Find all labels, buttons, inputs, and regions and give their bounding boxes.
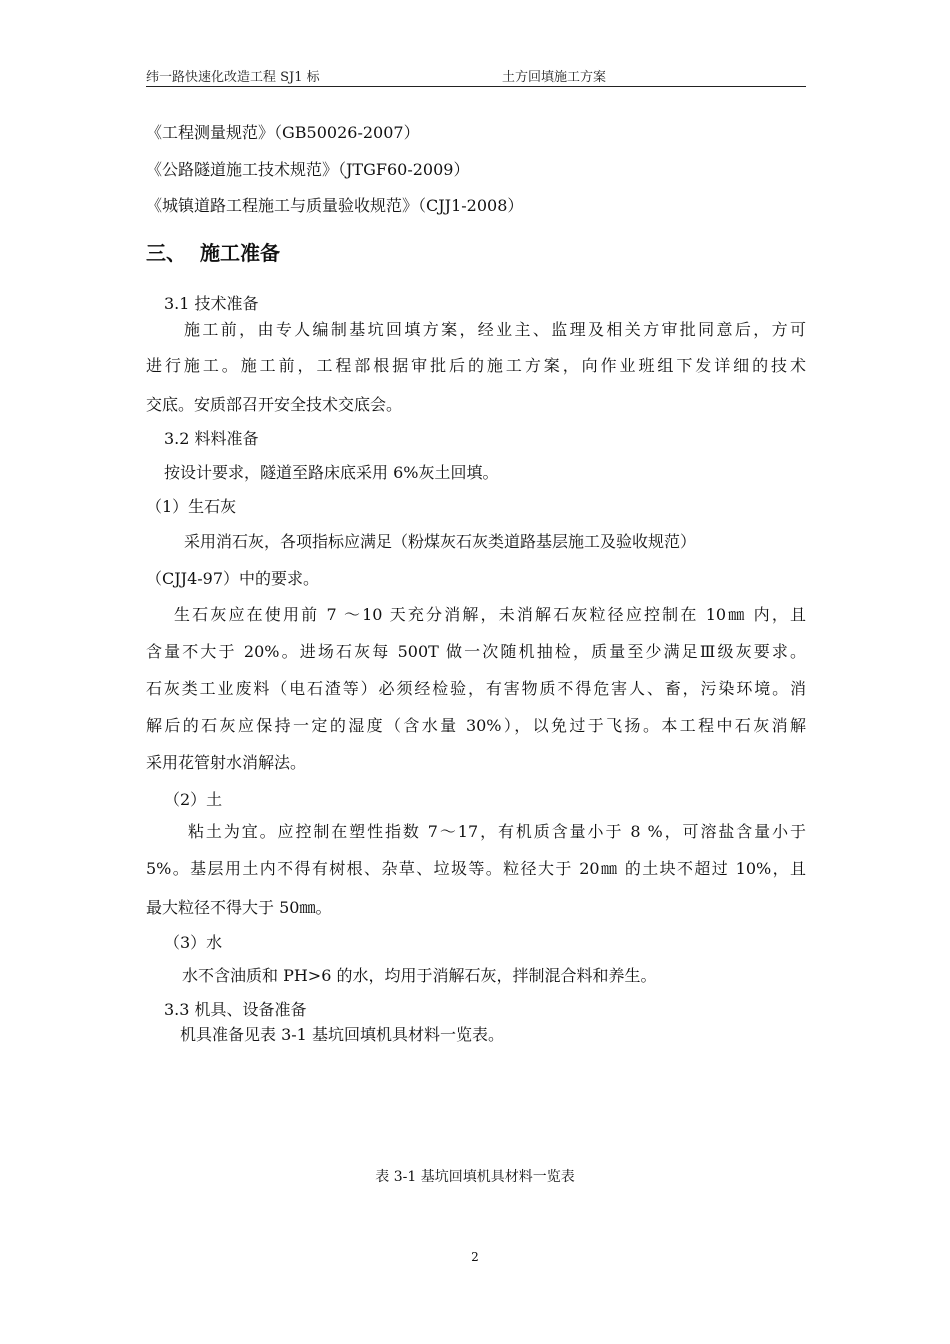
body-line: 按设计要求，隧道至路床底采用 6%灰土回填。 — [164, 463, 499, 482]
item-heading: （1）生石灰 — [146, 497, 237, 516]
body-line: 机具准备见表 3-1 基坑回填机具材料一览表。 — [180, 1025, 504, 1044]
page-number: 2 — [471, 1250, 479, 1264]
body-line: 粘土为宜。应控制在塑性指数 7～17，有机质含量小于 8 %，可溶盐含量小于 — [188, 822, 806, 841]
body-line: 施工前，由专人编制基坑回填方案，经业主、监理及相关方审批同意后，方可 — [184, 320, 806, 339]
item-heading: （2）土 — [164, 790, 223, 809]
table-caption: 表 3-1 基坑回填机具材料一览表 — [375, 1169, 575, 1185]
standard-reference: 《工程测量规范》（GB50026-2007） — [146, 123, 420, 142]
section-number: 三、 — [146, 241, 186, 265]
header-rule — [146, 86, 806, 87]
subsection-heading: 3.3 机具、设备准备 — [164, 1000, 307, 1019]
item-heading: （3）水 — [164, 933, 223, 952]
body-line: 进行施工。施工前，工程部根据审批后的施工方案，向作业班组下发详细的技术 — [146, 356, 806, 375]
body-line: 生石灰应在使用前 7 ～10 天充分消解，未消解石灰粒径应控制在 10㎜ 内，且 — [174, 605, 806, 624]
body-line: 5%。基层用土内不得有树根、杂草、垃圾等。粒径大于 20㎜ 的土块不超过 10%，且 — [146, 859, 806, 878]
body-line: 采用花管射水消解法。 — [146, 753, 307, 772]
subsection-heading: 3.1 技术准备 — [164, 294, 259, 313]
header-document-title: 土方回填施工方案 — [502, 70, 607, 85]
header-project-name: 纬一路快速化改造工程 SJ1 标 — [146, 70, 320, 85]
body-line: （CJJ4-97）中的要求。 — [146, 569, 320, 588]
body-line: 水不含油质和 PH>6 的水，均用于消解石灰，拌制混合料和养生。 — [182, 966, 657, 985]
standard-reference: 《公路隧道施工技术规范》（JTGF60-2009） — [146, 160, 470, 179]
body-line: 最大粒径不得大于 50㎜。 — [146, 898, 332, 917]
body-line: 采用消石灰，各项指标应满足（粉煤灰石灰类道路基层施工及验收规范） — [184, 532, 697, 551]
body-line: 含量不大于 20%。进场石灰每 500T 做一次随机抽检，质量至少满足Ⅲ级灰要求。 — [146, 642, 806, 661]
body-line: 解后的石灰应保持一定的湿度（含水量 30%），以免过于飞扬。本工程中石灰消解 — [146, 716, 806, 735]
body-line: 石灰类工业废料（电石渣等）必须经检验，有害物质不得危害人、畜，污染环境。消 — [146, 679, 806, 698]
body-line: 交底。安质部召开安全技术交底会。 — [146, 395, 403, 414]
subsection-heading: 3.2 料料准备 — [164, 429, 259, 448]
standard-reference: 《城镇道路工程施工与质量验收规范》（CJJ1-2008） — [146, 196, 524, 215]
section-title: 施工准备 — [200, 241, 280, 265]
